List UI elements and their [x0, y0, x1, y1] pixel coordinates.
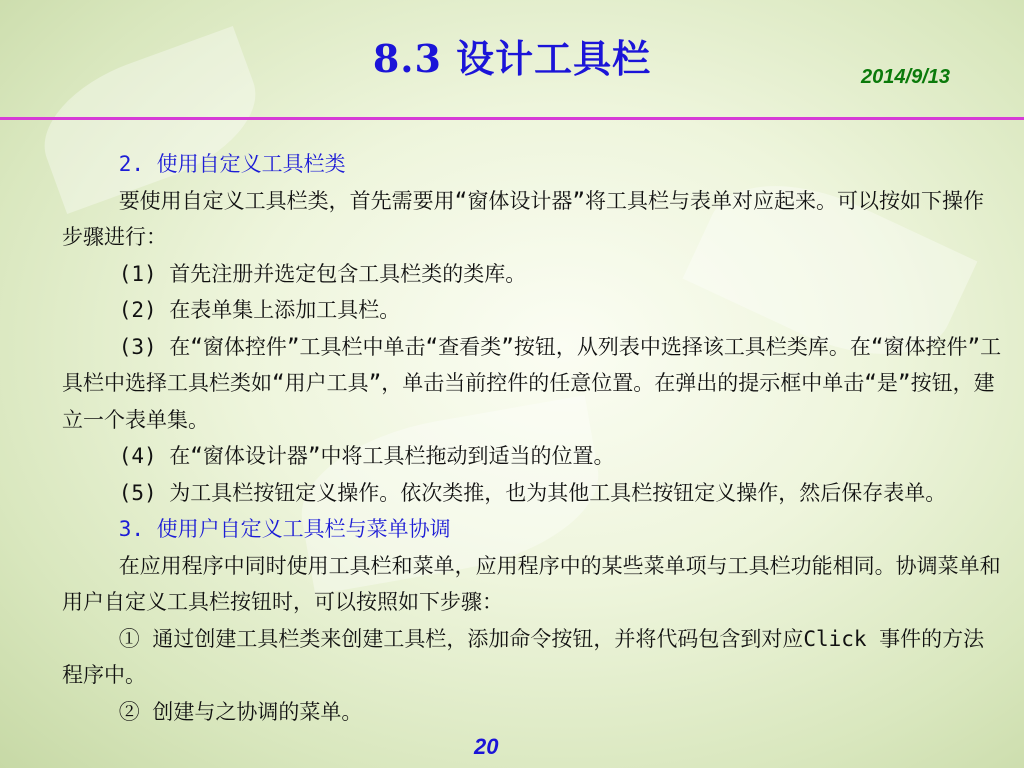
step-item: ② 创建与之协调的菜单。 [118, 699, 363, 724]
section-heading: 2. 使用自定义工具栏类 [118, 152, 346, 176]
body-paragraph: 要使用自定义工具栏类，首先需要用“窗体设计器”将工具栏与表单对应起来。可以按如下操作步骤进行： [62, 188, 984, 249]
title-divider [0, 117, 1024, 120]
slide-body [62, 146, 1002, 730]
step-item: (4) 在“窗体设计器”中将工具栏拖动到适当的位置。 [118, 444, 615, 468]
step-item: (3) 在“窗体控件”工具栏中单击“查看类”按钮，从列表中选择该工具栏类库。在“窗体控件”工具栏中选择工具栏类如“用户工具”，单击当前控件的任意位置。在弹出的提示框中单击“是”按钮，建立一个表单集。 [62, 334, 1002, 432]
page-number: 20 [474, 734, 499, 759]
slide-title: 8.3 设计工具栏 [372, 36, 652, 81]
step-item: (2) 在表单集上添加工具栏。 [118, 298, 401, 322]
body-paragraph: 在应用程序中同时使用工具栏和菜单，应用程序中的某些菜单项与工具栏功能相同。协调菜单和用户自定义工具栏按钮时，可以按照如下步骤： [62, 553, 1001, 614]
step-item: ① 通过创建工具栏类来创建工具栏，添加命令按钮，并将代码包含到对应Click 事件的方法程序中。 [62, 626, 985, 687]
step-item: (1) 首先注册并选定包含工具栏类的类库。 [118, 261, 527, 286]
slide-date: 2014/9/13 [861, 66, 950, 88]
section-heading: 3. 使用户自定义工具栏与菜单协调 [118, 517, 451, 541]
step-item: (5) 为工具栏按钮定义操作。依次类推，也为其他工具栏按钮定义操作，然后保存表单。 [118, 480, 947, 505]
